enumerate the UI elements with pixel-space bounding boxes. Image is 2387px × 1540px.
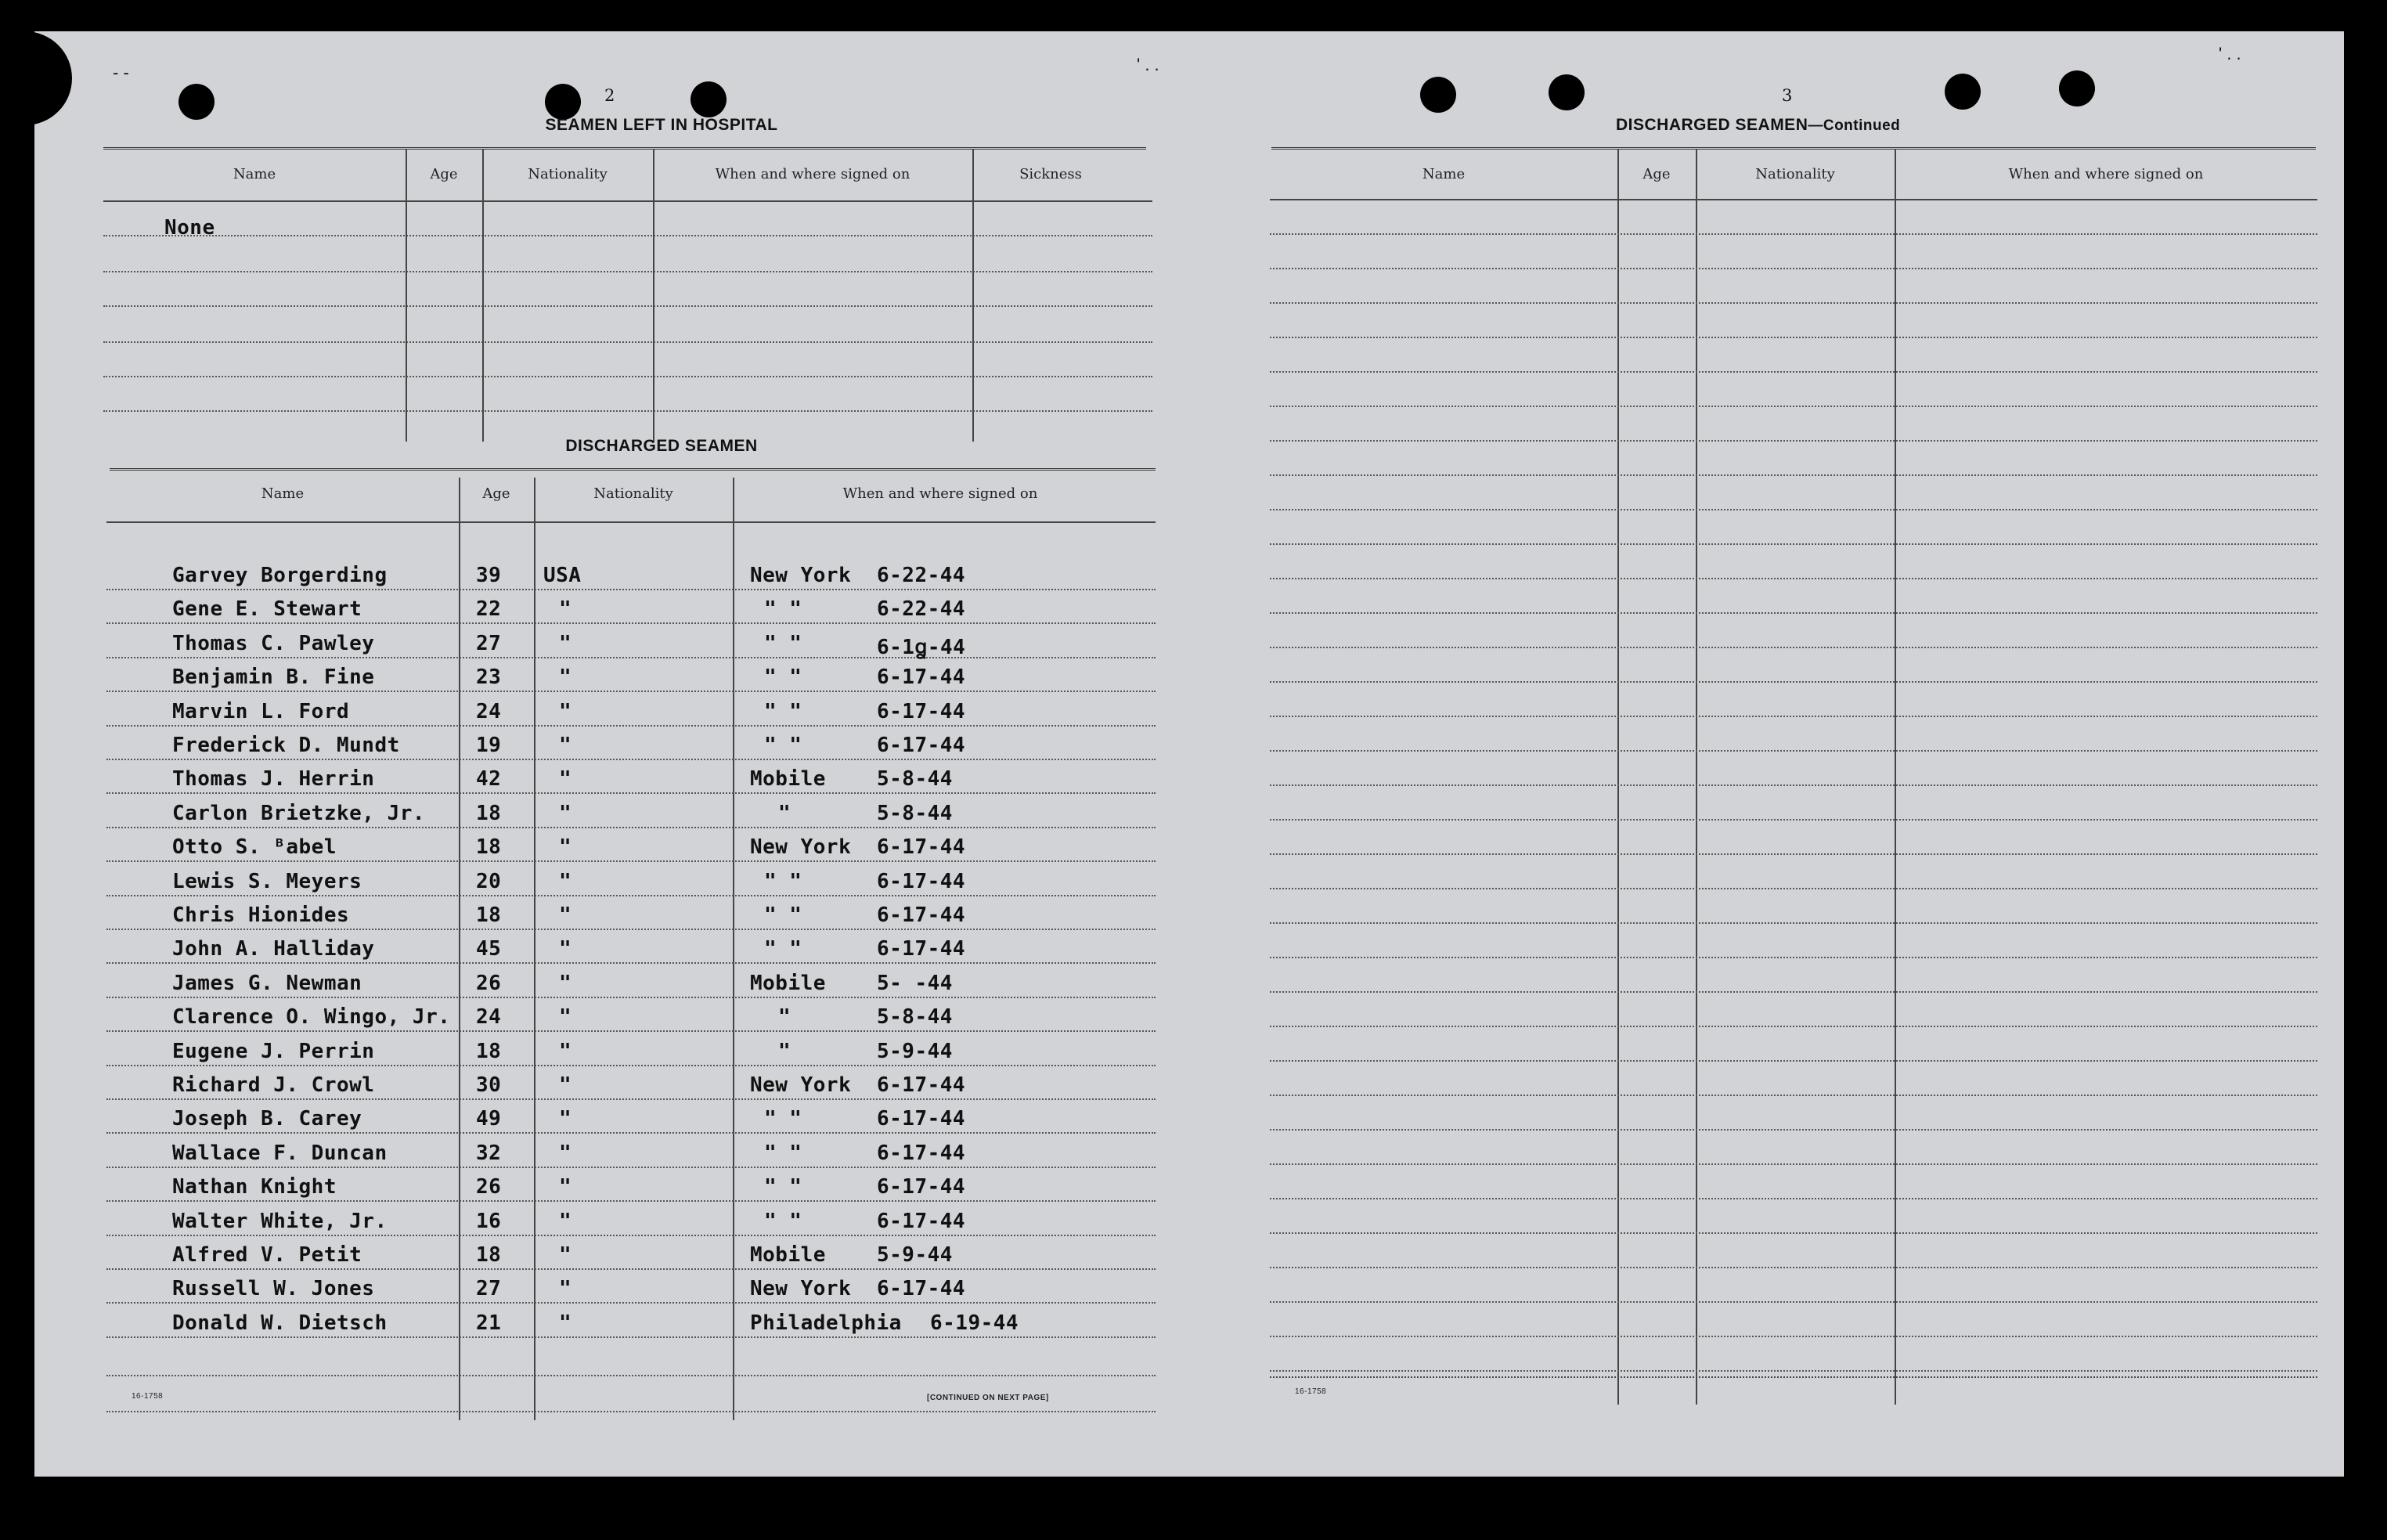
row-line [1270,784,2317,786]
signed-on-place: Philadelphia [750,1311,902,1335]
seaman-age: 24 [476,700,502,723]
scan-mark: ' . . [2219,44,2241,63]
row-line [106,860,1156,862]
row-line [1270,578,2317,579]
row-line [1270,233,2317,235]
signed-on-place: Mobile [750,767,826,791]
col-header-age: Age [430,166,458,182]
row-line [1270,1301,2317,1303]
row-line [106,725,1156,727]
column-divider [459,478,460,1420]
row-line [1270,647,2317,648]
discharged-title: DISCHARGED SEAMEN [565,437,758,455]
row-line [1270,474,2317,476]
seaman-nationality: " [559,632,572,655]
signed-on-date: 6-17-44 [877,1175,966,1199]
row-line [106,1098,1156,1100]
seaman-nationality: " [559,1210,572,1233]
seaman-name: Lewis S. Meyers [172,870,362,893]
signed-on-place: " [778,1005,791,1029]
right-header-rule [1270,199,2317,200]
row-line [106,1336,1156,1338]
signed-on-date: 6-17-44 [877,835,966,859]
signed-on-date: 6-17-44 [877,1107,966,1131]
seaman-nationality: " [559,665,572,689]
form-number-right: 16-1758 [1295,1387,1327,1396]
column-divider [972,149,974,442]
seaman-name: Frederick D. Mundt [172,734,400,757]
signed-on-date: 6-22-44 [877,597,966,621]
signed-on-place: " " [764,665,802,689]
seaman-name: Joseph B. Carey [172,1107,362,1131]
seaman-nationality: " [559,1243,572,1267]
punch-hole [1420,77,1456,113]
seaman-age: 18 [476,1040,502,1063]
row-line [106,1268,1156,1270]
signed-on-date: 6-17-44 [877,870,966,893]
seaman-nationality: " [559,597,572,621]
col-header-nationality: Nationality [593,485,673,502]
scan-mark: ' . . [1137,55,1159,74]
row-line [106,691,1156,692]
signed-on-date: 5-9-44 [877,1243,953,1267]
signed-on-place: " " [764,700,802,723]
document-page [34,31,2344,1477]
signed-on-place: " " [764,734,802,757]
signed-on-date: 6-17-44 [877,700,966,723]
seaman-age: 30 [476,1073,502,1097]
seaman-name: James G. Newman [172,972,362,995]
row-line [1270,1163,2317,1165]
row-line [106,895,1156,896]
seaman-nationality: " [559,1277,572,1300]
signed-on-date: 6-17-44 [877,1210,966,1233]
row-line [1270,337,2317,338]
seaman-nationality: " [559,767,572,791]
row-line [106,759,1156,760]
seaman-nationality: " [559,835,572,859]
seaman-age: 26 [476,972,502,995]
row-line [1270,1232,2317,1234]
row-line [1270,750,2317,752]
row-line [106,962,1156,964]
row-line [103,410,1152,412]
punch-hole [2059,70,2095,106]
signed-on-date: 6-17-44 [877,903,966,927]
continued-title-main: DISCHARGED SEAMEN [1616,116,1808,134]
form-number-left: 16-1758 [132,1392,164,1401]
signed-on-date: 6-17-44 [877,937,966,961]
row-line [103,341,1152,343]
page-number-left: 2 [604,86,615,105]
col-header-age: Age [482,485,510,502]
seaman-nationality: " [559,1141,572,1165]
signed-on-place: " " [764,1175,802,1199]
seaman-nationality: " [559,1175,572,1199]
col-header-signed-on: When and where signed on [715,166,910,182]
signed-on-place: " " [764,870,802,893]
row-line [106,657,1156,658]
seaman-name: Chris Hionides [172,903,350,927]
row-line [106,1375,1156,1376]
row-line [106,997,1156,998]
signed-on-place: " [778,802,791,825]
row-line [106,1200,1156,1202]
hospital-header-rule [103,200,1152,202]
col-header-sickness: Sickness [1019,166,1082,182]
seaman-age: 21 [476,1311,502,1335]
seaman-age: 22 [476,597,502,621]
row-line [1270,1095,2317,1096]
row-line [1270,406,2317,407]
row-line [106,1065,1156,1066]
seaman-age: 20 [476,870,502,893]
row-line [103,235,1152,236]
seaman-nationality: " [559,1073,572,1097]
seaman-age: 24 [476,1005,502,1029]
hospital-entry: None [164,216,215,240]
seaman-nationality: " [559,972,572,995]
seaman-age: 45 [476,937,502,961]
seaman-name: Otto S. ᴮabel [172,835,337,859]
row-line [1270,1376,2317,1378]
seaman-name: Gene E. Stewart [172,597,362,621]
col-header-age: Age [1642,166,1671,182]
col-header-nationality: Nationality [1755,166,1835,182]
seaman-nationality: " [559,734,572,757]
row-line [1270,1336,2317,1337]
row-line [1270,268,2317,269]
row-line [1270,853,2317,855]
continued-note: [CONTINUED ON NEXT PAGE] [927,1394,1049,1402]
seaman-age: 18 [476,802,502,825]
row-line [1270,1267,2317,1268]
continued-title-suffix: —Continued [1808,117,1901,134]
signed-on-place: " " [764,903,802,927]
row-line [1270,681,2317,683]
seaman-nationality: " [559,700,572,723]
signed-on-date: 6-17-44 [877,1073,966,1097]
seaman-nationality: " [559,870,572,893]
seaman-age: 27 [476,1277,502,1300]
seaman-name: Alfred V. Petit [172,1243,362,1267]
col-header-name: Name [1422,166,1466,182]
row-line [1270,543,2317,545]
column-divider [406,149,407,442]
signed-on-place: " " [764,632,802,655]
seaman-age: 19 [476,734,502,757]
scan-mark: - - [113,63,129,82]
row-line [1270,1129,2317,1131]
seaman-name: Marvin L. Ford [172,700,350,723]
signed-on-place: " [778,1040,791,1063]
row-line [106,1235,1156,1236]
signed-on-place: " " [764,1107,802,1131]
seaman-name: John A. Halliday [172,937,375,961]
seaman-age: 18 [476,835,502,859]
row-line [1270,1026,2317,1027]
row-line [1270,612,2317,614]
right-top-rule [1271,147,2316,150]
seaman-name: Benjamin B. Fine [172,665,375,689]
hospital-title: SEAMEN LEFT IN HOSPITAL [545,116,778,134]
row-line [1270,1060,2317,1062]
signed-on-place: Mobile [750,972,826,995]
seaman-name: Walter White, Jr. [172,1210,388,1233]
signed-on-date: 5- -44 [877,972,953,995]
col-header-name: Name [233,166,276,182]
discharged-top-rule [110,468,1156,471]
seaman-age: 49 [476,1107,502,1131]
row-line [106,929,1156,930]
row-line [103,271,1152,272]
row-line [106,1167,1156,1168]
seaman-nationality: " [559,1107,572,1131]
signed-on-place: " " [764,1210,802,1233]
seaman-age: 42 [476,767,502,791]
column-divider [534,478,535,1420]
row-line [1270,440,2317,442]
punch-hole [178,84,215,120]
row-line [1270,371,2317,373]
signed-on-date: 6-17-44 [877,1141,966,1165]
seaman-name: Russell W. Jones [172,1277,375,1300]
seaman-nationality: " [559,937,572,961]
row-line [103,305,1152,307]
seaman-name: Thomas C. Pawley [172,632,375,655]
seaman-name: Garvey Borgerding [172,564,388,587]
row-line [106,792,1156,794]
seaman-age: 23 [476,665,502,689]
continued-title [1616,116,1900,135]
punch-hole [545,84,581,120]
signed-on-date: 5-8-44 [877,1005,953,1029]
row-line [106,1132,1156,1134]
row-line [106,1030,1156,1032]
column-divider [653,149,654,442]
seaman-nationality: USA [543,564,582,587]
row-line [106,827,1156,828]
row-line [1270,888,2317,889]
seaman-nationality: " [559,1311,572,1335]
seaman-age: 27 [476,632,502,655]
seaman-nationality: " [559,1040,572,1063]
signed-on-date: 6-19-44 [930,1311,1019,1335]
seaman-name: Donald W. Dietsch [172,1311,388,1335]
seaman-name: Carlon Brietzke, Jr. [172,802,426,825]
signed-on-place: New York [750,1277,852,1300]
hospital-top-rule [103,147,1146,150]
col-header-nationality: Nationality [528,166,608,182]
col-header-name: Name [261,485,305,502]
seaman-age: 16 [476,1210,502,1233]
seaman-age: 39 [476,564,502,587]
row-line [106,1411,1156,1412]
page-number-right: 3 [1782,86,1793,105]
signed-on-place: " " [764,937,802,961]
seaman-nationality: " [559,802,572,825]
signed-on-place: " " [764,1141,802,1165]
row-line [1270,991,2317,993]
col-header-signed-on: When and where signed on [842,485,1038,502]
discharged-header-rule [106,521,1156,523]
signed-on-date: 6-17-44 [877,665,966,689]
punch-hole [1549,74,1585,110]
punch-hole [1945,74,1981,110]
row-line [106,622,1156,624]
seaman-nationality: " [559,1005,572,1029]
seaman-name: Eugene J. Perrin [172,1040,375,1063]
seaman-name: Nathan Knight [172,1175,337,1199]
row-line [1270,957,2317,958]
seaman-nationality: " [559,903,572,927]
row-line [1270,922,2317,924]
signed-on-date: 6-1ꬶ-44 [877,636,966,659]
row-line [1270,819,2317,820]
seaman-name: Clarence O. Wingo, Jr. [172,1005,451,1029]
column-divider [733,478,734,1420]
row-line [1270,716,2317,717]
seaman-name: Richard J. Crowl [172,1073,375,1097]
signed-on-date: 5-8-44 [877,767,953,791]
row-line [1270,509,2317,510]
seaman-age: 18 [476,903,502,927]
signed-on-place: New York [750,1073,852,1097]
row-line [106,589,1156,590]
signed-on-place: " " [764,597,802,621]
seaman-name: Thomas J. Herrin [172,767,375,791]
column-divider [482,149,484,442]
row-line [1270,302,2317,304]
row-line [103,376,1152,377]
signed-on-date: 6-17-44 [877,1277,966,1300]
signed-on-date: 5-9-44 [877,1040,953,1063]
signed-on-place: New York [750,835,852,859]
row-line [1270,1370,2317,1372]
seaman-age: 32 [476,1141,502,1165]
signed-on-date: 6-22-44 [877,564,966,587]
seaman-age: 18 [476,1243,502,1267]
row-line [106,1302,1156,1304]
col-header-signed-on: When and where signed on [2008,166,2204,182]
signed-on-place: New York [750,564,852,587]
signed-on-date: 5-8-44 [877,802,953,825]
signed-on-date: 6-17-44 [877,734,966,757]
seaman-age: 26 [476,1175,502,1199]
signed-on-place: Mobile [750,1243,826,1267]
seaman-name: Wallace F. Duncan [172,1141,388,1165]
punch-hole [690,81,727,117]
row-line [1270,1198,2317,1199]
